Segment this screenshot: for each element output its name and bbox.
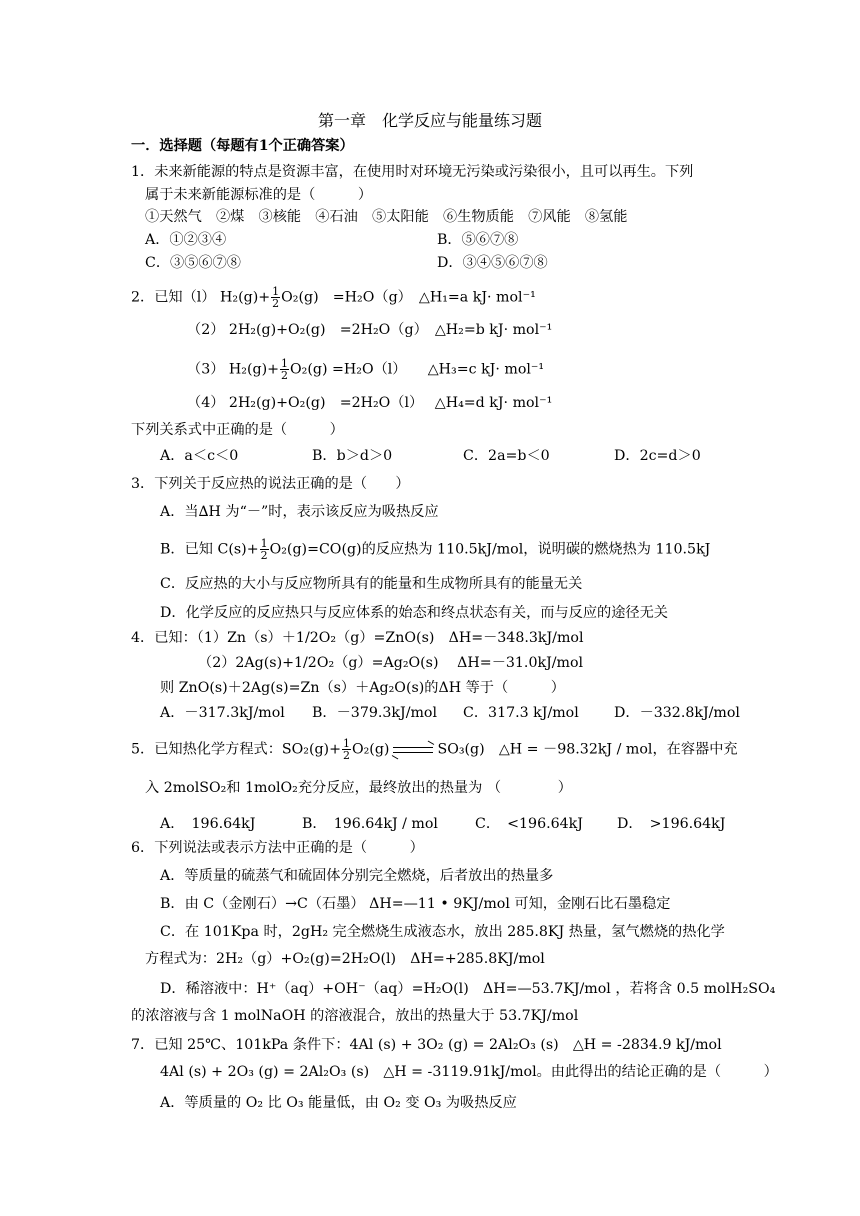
- q4-option-b: B．－379.3kJ/mol: [312, 705, 438, 721]
- q6-option-b: B．由 C（金刚石）→C（石墨） ΔH=—11 • 9KJ/mol 可知，金刚石比石墨稳定: [160, 896, 671, 912]
- q1-stem-line1: 1．未来新能源的特点是资源丰富，在使用时对环境无污染或污染很小，且可以再生。下列: [131, 164, 694, 180]
- q3-option-b: B．已知 C(s)+ $\frac{1}{2}$ O₂(g)=CO(g)的反应热为 110.5kJ/mol，说明碳的燃烧热为 110.5kJ: [160, 537, 711, 562]
- q4-option-a: A．－317.3kJ/mol: [160, 705, 285, 721]
- q5-line2: 入 2molSO₂和 1molO₂充分反应，最终放出的热量为 （ ）: [145, 780, 572, 796]
- q7-line1: 7．已知 25℃、101kPa 条件下：4Al (s) + 3O₂ (g) = 2Al₂O₃ (s) △H = -2834.9 kJ/mol: [131, 1037, 722, 1053]
- q1-option-d: D．③④⑤⑥⑦⑧: [437, 255, 548, 271]
- q4-line2: （2）2Ag(s)+1/2O₂（g）=Ag₂O(s) ΔH=－31.0kJ/mol: [198, 655, 584, 671]
- q7-line2: 4Al (s) + 2O₃ (g) = 2Al₂O₃ (s) △H = -3119.91kJ/mol。由此得出的结论正确的是（ ）: [160, 1064, 778, 1080]
- q3-option-c: C．反应热的大小与反应物所具有的能量和生成物所具有的能量无关: [160, 576, 583, 592]
- equilibrium-arrow-icon: [393, 743, 433, 757]
- q4-option-c: C．317.3 kJ/mol: [463, 705, 579, 721]
- page-title: 第一章 化学反应与能量练习题: [317, 111, 542, 130]
- fraction-half: $\frac{1}{2}$: [272, 285, 280, 310]
- q2-equation-3: （3） H₂(g)+ $\frac{1}{2}$ O₂(g) =H₂O（l） △H₃=c kJ· mol⁻¹: [187, 357, 545, 382]
- q1-option-a: A．①②③④: [145, 232, 227, 248]
- q5-option-d: D． >196.64kJ: [617, 816, 726, 832]
- q2-equation-1: [131, 286, 536, 309]
- q6-option-c-line1: C．在 101Kpa 时，2gH₂ 完全燃烧生成液态水，放出 285.8KJ 热量，氢气燃烧的热化学: [160, 924, 725, 940]
- q1-option-b: B．⑤⑥⑦⑧: [437, 232, 519, 248]
- fraction-half: $\frac{1}{2}$: [342, 737, 350, 762]
- q6-option-c-line2: 方程式为：2H₂（g）+O₂(g)=2H₂O(l) ΔH=+285.8KJ/mol: [145, 951, 545, 967]
- q2-option-d: D．2c=d＞0: [614, 448, 701, 464]
- q5-option-a: A． 196.64kJ: [160, 816, 256, 832]
- q2-stem: 下列关系式中正确的是（ ）: [131, 422, 344, 438]
- q2-number: 2．已知（l）: [131, 289, 216, 306]
- q2-option-c: C．2a=b＜0: [463, 448, 550, 464]
- q2-option-a: A．a＜c＜0: [160, 448, 239, 464]
- q4-line3: 则 ZnO(s)＋2Ag(s)=Zn（s）＋Ag₂O(s)的ΔH 等于（ ）: [160, 680, 565, 696]
- q1-items: ①天然气 ②煤 ③核能 ④石油 ⑤太阳能 ⑥生物质能 ⑦风能 ⑧氢能: [145, 209, 628, 225]
- q3-option-d: D．化学反应的反应热只与反应体系的始态和终点状态有关，而与反应的途径无关: [160, 605, 668, 621]
- q1-option-c: C．③⑤⑥⑦⑧: [145, 255, 241, 271]
- q4-line1: 4．已知：（1）Zn（s）＋1/2O₂（g）=ZnO(s) ΔH=－348.3kJ/mol: [131, 630, 584, 646]
- q1-stem-line2: 属于未来新能源标准的是（ ）: [145, 187, 373, 203]
- q3-option-a: A．当∆H 为“－”时，表示该反应为吸热反应: [160, 504, 439, 520]
- q5-option-b: B． 196.64kJ / mol: [302, 816, 438, 832]
- fraction-half: $\frac{1}{2}$: [260, 537, 268, 562]
- q6-stem: 6．下列说法或表示方法中正确的是（ ）: [131, 840, 424, 856]
- q2-eq1-pre: H₂(g)+: [220, 289, 271, 306]
- q6-option-a: A．等质量的硫蒸气和硫固体分别完全燃烧，后者放出的热量多: [160, 868, 554, 884]
- q6-option-d-line1: D．稀溶液中：H⁺（aq）+OH⁻（aq）=H₂O(l) ΔH=—53.7KJ/mol ，若将含 0.5 molH₂SO₄: [160, 981, 776, 997]
- q5-equation: 5．已知热化学方程式：SO₂(g)+ $\frac{1}{2}$ O₂(g) SO₃(g) △H = －98.32kJ / mol，在容器中充: [131, 737, 738, 762]
- q4-option-d: D．－332.8kJ/mol: [614, 705, 740, 721]
- section-heading: 一．选择题（每题有1个正确答案）: [131, 138, 354, 154]
- q2-eq1-post: O₂(g) =H₂O（g） △H₁=a kJ· mol⁻¹: [281, 289, 536, 306]
- fraction-half: $\frac{1}{2}$: [281, 357, 289, 382]
- q2-equation-2: （2） 2H₂(g)+O₂(g) =2H₂O（g） △H₂=b kJ· mol⁻¹: [187, 322, 553, 338]
- q2-option-b: B．b＞d＞0: [312, 448, 393, 464]
- q6-option-d-line2: 的浓溶液与含 1 molNaOH 的溶液混合，放出的热量大于 53.7KJ/mol: [131, 1008, 579, 1024]
- q2-equation-4: （4） 2H₂(g)+O₂(g) =2H₂O（l） △H₄=d kJ· mol⁻¹: [187, 395, 553, 411]
- q3-stem: 3．下列关于反应热的说法正确的是（ ）: [131, 476, 410, 492]
- q7-option-a: A．等质量的 O₂ 比 O₃ 能量低，由 O₂ 变 O₃ 为吸热反应: [160, 1095, 517, 1111]
- q5-option-c: C． <196.64kJ: [475, 816, 583, 832]
